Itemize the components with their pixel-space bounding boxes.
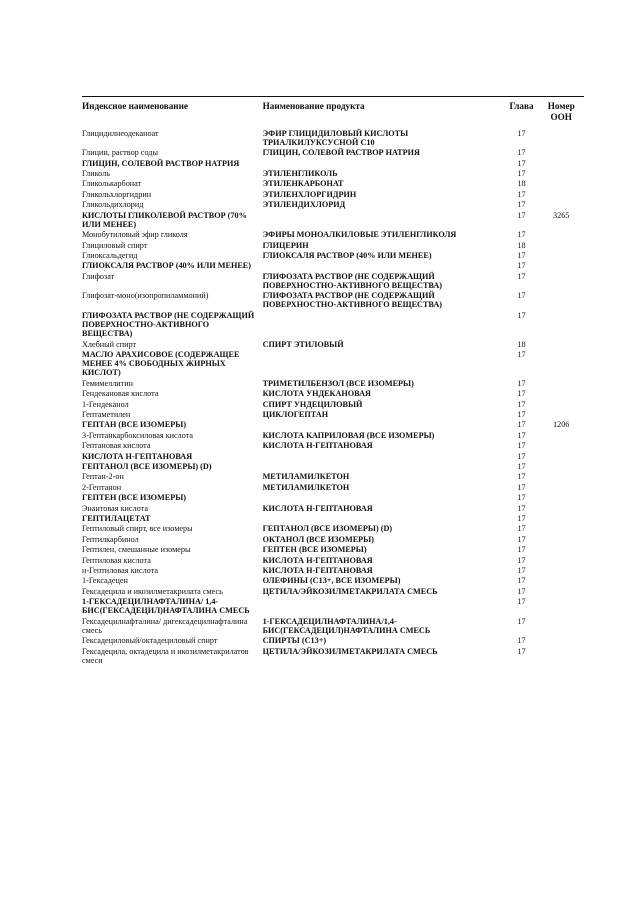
product-name-cell: ЭФИР ГЛИЦИДИЛОВЫЙ КИСЛОТЫ ТРИАЛКИЛУКСУСНОЙ C10 — [262, 128, 409, 147]
product-name-cell: ЭТИЛЕНКАРБОНАТ — [262, 179, 344, 189]
chapter-cell: 17 — [517, 545, 526, 555]
un-number-cell — [538, 514, 584, 523]
chapter-cell: 17 — [517, 210, 526, 220]
table-row — [82, 389, 584, 399]
table-row — [82, 636, 584, 646]
un-number-cell — [538, 200, 584, 209]
header-chapter: Глава — [509, 101, 534, 111]
table-row — [82, 261, 584, 271]
table-row — [82, 646, 584, 666]
index-name-cell: КИСЛОТЫ ГЛИКОЛЕВОЙ РАСТВОР (70% ИЛИ МЕНЕЕ) — [82, 210, 247, 229]
product-name-cell: ГЕПТЕН (ВСЕ ИЗОМЕРЫ) — [262, 545, 367, 555]
product-name-cell: КИСЛОТА УНДЕКАНОВАЯ — [262, 389, 371, 399]
un-number-cell — [538, 311, 584, 339]
index-name-cell: МАСЛО АРАХИСОВОЕ (СОДЕРЖАЩЕЕ МЕНЕЕ 4% СВОБОДНЫХ ЖИРНЫХ КИСЛОТ) — [82, 350, 240, 378]
un-number-cell — [538, 576, 584, 585]
index-table — [82, 96, 584, 666]
chapter-cell: 17 — [517, 399, 526, 409]
index-name-cell: Гексадецила и икозилметакрилата смесь — [82, 586, 223, 596]
product-name-cell: ЭТИЛЕНХЛОРГИДРИН — [262, 189, 357, 199]
table-row — [82, 250, 584, 260]
product-name-cell: КИСЛОТА Н-ГЕПТАНОВАЯ — [262, 503, 373, 513]
table-row — [82, 513, 584, 523]
chapter-cell: 17 — [517, 420, 526, 430]
un-number-cell — [538, 617, 584, 635]
un-number-cell — [538, 261, 584, 270]
product-name-cell: МЕТИЛАМИЛКЕТОН — [262, 472, 350, 482]
table-row — [82, 189, 584, 199]
table-row — [82, 291, 584, 311]
table-row — [82, 451, 584, 461]
product-name-cell — [263, 211, 505, 229]
un-number-cell — [538, 291, 584, 309]
table-row — [82, 586, 584, 596]
table-row — [82, 596, 584, 616]
table-row — [82, 616, 584, 636]
chapter-cell: 18 — [517, 240, 526, 250]
table-row — [82, 493, 584, 503]
table-row — [82, 482, 584, 492]
un-number-cell — [538, 431, 584, 440]
index-name-cell: 1-Гендеканол — [82, 399, 129, 409]
table-row — [82, 545, 584, 555]
index-name-cell: Гликольхлоргидрин — [82, 189, 152, 199]
chapter-cell: 17 — [517, 565, 526, 575]
product-name-cell — [263, 350, 505, 378]
product-name-cell — [263, 514, 505, 523]
chapter-cell: 18 — [517, 179, 526, 189]
un-number-cell — [538, 400, 584, 409]
un-number-cell — [538, 148, 584, 157]
index-name-cell: Глициловый спирт — [82, 240, 148, 250]
un-number-cell: 1206 — [553, 420, 570, 430]
table-row — [82, 128, 584, 148]
table-row — [82, 461, 584, 471]
un-number-cell — [538, 389, 584, 398]
chapter-cell: 17 — [517, 461, 526, 471]
product-name-cell: ЭТИЛЕНГЛИКОЛЬ — [262, 168, 338, 178]
un-number-cell — [538, 350, 584, 378]
chapter-cell: 17 — [517, 576, 526, 586]
table-row — [82, 441, 584, 451]
product-name-cell: ОКТАНОЛ (ВСЕ ИЗОМЕРЫ) — [262, 534, 374, 544]
un-number-cell — [538, 524, 584, 533]
index-name-cell: ГЛИФОЗАТА РАСТВОР (НЕ СОДЕРЖАЩИЙ ПОВЕРХНОСТНО-АКТИВНОГО ВЕЩЕСТВА) — [82, 310, 255, 339]
table-row — [82, 158, 584, 168]
un-number-cell — [538, 545, 584, 554]
product-name-cell — [263, 462, 505, 471]
table-row — [82, 399, 584, 409]
header-rule — [82, 96, 584, 97]
chapter-cell: 17 — [517, 200, 526, 210]
index-name-cell: Гептилен, смешанные изомеры — [82, 545, 191, 555]
table-row — [82, 240, 584, 250]
index-name-cell: Глифозат-моно(изопропиламмоний) — [82, 291, 209, 301]
index-name-cell: Гликольдихлорид — [82, 200, 144, 210]
table-row — [82, 430, 584, 440]
header-un-number: Номер ООН — [547, 101, 575, 122]
table-row — [82, 179, 584, 189]
product-name-cell: ГЛИЦИН, СОЛЕВОЙ РАСТВОР НАТРИЯ — [262, 148, 420, 158]
product-name-cell: СПИРТ УНДЕЦИЛОВЫЙ — [262, 399, 363, 409]
index-name-cell: Глиоксальдегид — [82, 250, 138, 260]
chapter-cell: 17 — [517, 616, 526, 626]
product-name-cell: ГЛИОКСАЛЯ РАСТВОР (40% ИЛИ МЕНЕЕ) — [262, 250, 432, 260]
index-name-cell: 1-Гексадецен — [82, 576, 128, 586]
chapter-cell: 17 — [517, 441, 526, 451]
un-number-cell — [538, 504, 584, 513]
chapter-cell: 17 — [517, 389, 526, 399]
table-row — [82, 503, 584, 513]
un-number-cell — [538, 230, 584, 239]
product-name-cell — [263, 159, 505, 168]
un-number-cell: 3265 — [553, 210, 570, 220]
product-name-cell: ЭФИРЫ МОНОАЛКИЛОВЫЕ ЭТИЛЕНГЛИКОЛЯ — [262, 230, 457, 240]
index-name-cell: ГЛИЦИН, СОЛЕВОЙ РАСТВОР НАТРИЯ — [82, 158, 240, 168]
chapter-cell: 17 — [517, 482, 526, 492]
product-name-cell — [263, 261, 505, 270]
un-number-cell — [538, 556, 584, 565]
chapter-cell: 17 — [517, 646, 526, 656]
product-name-cell: КИСЛОТА КАПРИЛОВАЯ (ВСЕ ИЗОМЕРЫ) — [262, 430, 435, 440]
chapter-cell: 17 — [517, 513, 526, 523]
un-number-cell — [538, 535, 584, 544]
table-row — [82, 339, 584, 349]
product-name-cell: КИСЛОТА Н-ГЕПТАНОВАЯ — [262, 441, 373, 451]
index-name-cell: КИСЛОТА Н-ГЕПТАНОВАЯ — [82, 451, 193, 461]
table-row — [82, 148, 584, 158]
table-row — [82, 310, 584, 339]
product-name-cell — [263, 493, 505, 502]
index-name-cell: Гексадецилнафталина/ дигексадецилнафталина смесь — [82, 616, 248, 635]
chapter-cell: 17 — [517, 148, 526, 158]
chapter-cell: 17 — [517, 261, 526, 271]
chapter-cell: 17 — [517, 378, 526, 388]
product-name-cell: КИСЛОТА Н-ГЕПТАНОВАЯ — [262, 555, 373, 565]
table-row — [82, 472, 584, 482]
product-name-cell: 1-ГЕКСАДЕЦИЛНАФТАЛИНА/1,4-БИС(ГЕКСАДЕЦИЛ)НАФТАЛИНА СМЕСЬ — [262, 616, 431, 635]
un-number-cell — [538, 169, 584, 178]
product-name-cell: ЦИКЛОГЕПТАН — [262, 410, 329, 420]
un-number-cell — [538, 251, 584, 260]
un-number-cell — [538, 190, 584, 199]
table-row — [82, 565, 584, 575]
chapter-cell: 17 — [517, 451, 526, 461]
chapter-cell: 17 — [517, 472, 526, 482]
product-name-cell: СПИРТ ЭТИЛОВЫЙ — [262, 339, 344, 349]
index-name-cell: ГЛИОКСАЛЯ РАСТВОР (40% ИЛИ МЕНЕЕ) — [82, 261, 251, 271]
index-name-cell: 2-Гептанон — [82, 482, 122, 492]
un-number-cell — [538, 179, 584, 188]
index-name-cell: Гептиловый спирт, все изомеры — [82, 524, 193, 534]
index-name-cell: 3-Гептанкарбоксиловая кислота — [82, 430, 194, 440]
un-number-cell — [538, 441, 584, 450]
product-name-cell: ЦЕТИЛА/ЭЙКОЗИЛМЕТАКРИЛАТА СМЕСЬ — [262, 646, 438, 656]
product-name-cell: ТРИМЕТИЛБЕНЗОЛ (ВСЕ ИЗОМЕРЫ) — [262, 378, 414, 388]
chapter-cell: 17 — [517, 555, 526, 565]
product-name-cell: ГЕПТАНОЛ (ВСЕ ИЗОМЕРЫ) (D) — [262, 524, 393, 534]
product-name-cell: СПИРТЫ (C13+) — [262, 636, 327, 646]
product-name-cell: ГЛИФОЗАТА РАСТВОР (НЕ СОДЕРЖАЩИЙ ПОВЕРХНОСТНО-АКТИВНОГО ВЕЩЕСТВА) — [262, 271, 443, 290]
index-name-cell: Монобутиловый эфир гликоля — [82, 230, 188, 240]
table-row — [82, 378, 584, 388]
index-name-cell: Гептан-2-он — [82, 472, 124, 482]
un-number-cell — [538, 410, 584, 419]
table-row — [82, 168, 584, 178]
un-number-cell — [538, 493, 584, 502]
un-number-cell — [538, 462, 584, 471]
un-number-cell — [538, 340, 584, 349]
product-name-cell — [263, 452, 505, 461]
chapter-cell: 17 — [517, 503, 526, 513]
index-name-cell: Глифозат — [82, 271, 115, 281]
index-name-cell: Гликолькарбонат — [82, 179, 142, 189]
chapter-cell: 17 — [517, 586, 526, 596]
index-name-cell: ГЕПТЕН (ВСЕ ИЗОМЕРЫ) — [82, 493, 186, 503]
chapter-cell: 17 — [517, 636, 526, 646]
index-name-cell: ГЕПТАНОЛ (ВСЕ ИЗОМЕРЫ) (D) — [82, 461, 212, 471]
table-row — [82, 534, 584, 544]
index-name-cell: Гептиловая кислота — [82, 555, 151, 565]
table-body — [82, 128, 584, 666]
chapter-cell: 17 — [517, 493, 526, 503]
product-name-cell: КИСЛОТА Н-ГЕПТАНОВАЯ — [262, 565, 373, 575]
un-number-cell — [538, 241, 584, 250]
product-name-cell — [263, 597, 505, 615]
index-name-cell: Глицин, раствор соды — [82, 148, 158, 158]
product-name-cell: ЭТИЛЕНДИХЛОРИД — [262, 200, 346, 210]
index-name-cell: Гликоль — [82, 168, 110, 178]
index-name-cell: Гемимеллитин — [82, 378, 134, 388]
chapter-cell: 17 — [517, 430, 526, 440]
index-name-cell: Гексадецила, октадецила и икозилметакрилатов смеси — [82, 646, 249, 665]
un-number-cell — [538, 597, 584, 615]
chapter-cell: 17 — [517, 310, 526, 320]
table-row — [82, 349, 584, 378]
product-name-cell: ОЛЕФИНЫ (C13+, ВСЕ ИЗОМЕРЫ) — [262, 576, 401, 586]
chapter-cell: 17 — [517, 128, 526, 138]
un-number-cell — [538, 159, 584, 168]
un-number-cell — [538, 379, 584, 388]
product-name-cell: МЕТИЛАМИЛКЕТОН — [262, 482, 350, 492]
un-number-cell — [538, 272, 584, 290]
chapter-cell: 17 — [517, 524, 526, 534]
product-name-cell: ЦЕТИЛА/ЭЙКОЗИЛМЕТАКРИЛАТА СМЕСЬ — [262, 586, 438, 596]
index-name-cell: Гептаметилен — [82, 410, 131, 420]
table-row — [82, 524, 584, 534]
product-name-cell — [263, 420, 505, 429]
un-number-cell — [538, 566, 584, 575]
chapter-cell: 17 — [517, 271, 526, 281]
index-name-cell: Глицидилнеодеканоат — [82, 128, 159, 138]
un-number-cell — [538, 483, 584, 492]
index-name-cell: Гептановая кислота — [82, 441, 151, 451]
chapter-cell: 17 — [517, 168, 526, 178]
index-name-cell: ГЕПТАН (ВСЕ ИЗОМЕРЫ) — [82, 420, 187, 430]
product-name-cell: ГЛИЦЕРИН — [262, 240, 309, 250]
un-number-cell — [538, 452, 584, 461]
chapter-cell: 17 — [517, 350, 526, 360]
un-number-cell — [538, 647, 584, 665]
table-row — [82, 420, 584, 430]
index-name-cell: 1-ГЕКСАДЕЦИЛНАФТАЛИНА/ 1,4-БИС(ГЕКСАДЕЦИЛ)НАФТАЛИНА СМЕСЬ — [82, 597, 250, 616]
un-number-cell — [538, 636, 584, 645]
index-name-cell: Гексадециловый/октадециловый спирт — [82, 636, 218, 646]
table-row — [82, 409, 584, 419]
chapter-cell: 17 — [517, 250, 526, 260]
index-name-cell: н-Гептиловая кислота — [82, 565, 158, 575]
header-product-name: Наименование продукта — [262, 101, 365, 111]
table-row — [82, 200, 584, 210]
product-name-cell: ГЛИФОЗАТА РАСТВОР (НЕ СОДЕРЖАЩИЙ ПОВЕРХНОСТНО-АКТИВНОГО ВЕЩЕСТВА) — [262, 291, 443, 310]
index-name-cell: Гендекановая кислота — [82, 389, 159, 399]
chapter-cell: 17 — [517, 597, 526, 607]
un-number-cell — [538, 472, 584, 481]
index-name-cell: ГЕПТИЛАЦЕТАТ — [82, 513, 151, 523]
chapter-cell: 17 — [517, 534, 526, 544]
chapter-cell: 17 — [517, 410, 526, 420]
index-name-cell: Хлебный спирт — [82, 339, 137, 349]
table-row — [82, 210, 584, 230]
table-header — [82, 99, 584, 128]
table-row — [82, 230, 584, 240]
chapter-cell: 17 — [517, 189, 526, 199]
table-row — [82, 271, 584, 291]
table-row — [82, 555, 584, 565]
chapter-cell: 18 — [517, 339, 526, 349]
un-number-cell — [538, 587, 584, 596]
product-name-cell — [263, 311, 505, 339]
chapter-cell: 17 — [517, 291, 526, 301]
chapter-cell: 17 — [517, 230, 526, 240]
chapter-cell: 17 — [517, 158, 526, 168]
index-name-cell: Энантовая кислота — [82, 503, 148, 513]
table-row — [82, 576, 584, 586]
index-name-cell: Гептилкарбинол — [82, 534, 139, 544]
header-index-name: Индексное наименование — [82, 101, 188, 111]
un-number-cell — [538, 129, 584, 147]
